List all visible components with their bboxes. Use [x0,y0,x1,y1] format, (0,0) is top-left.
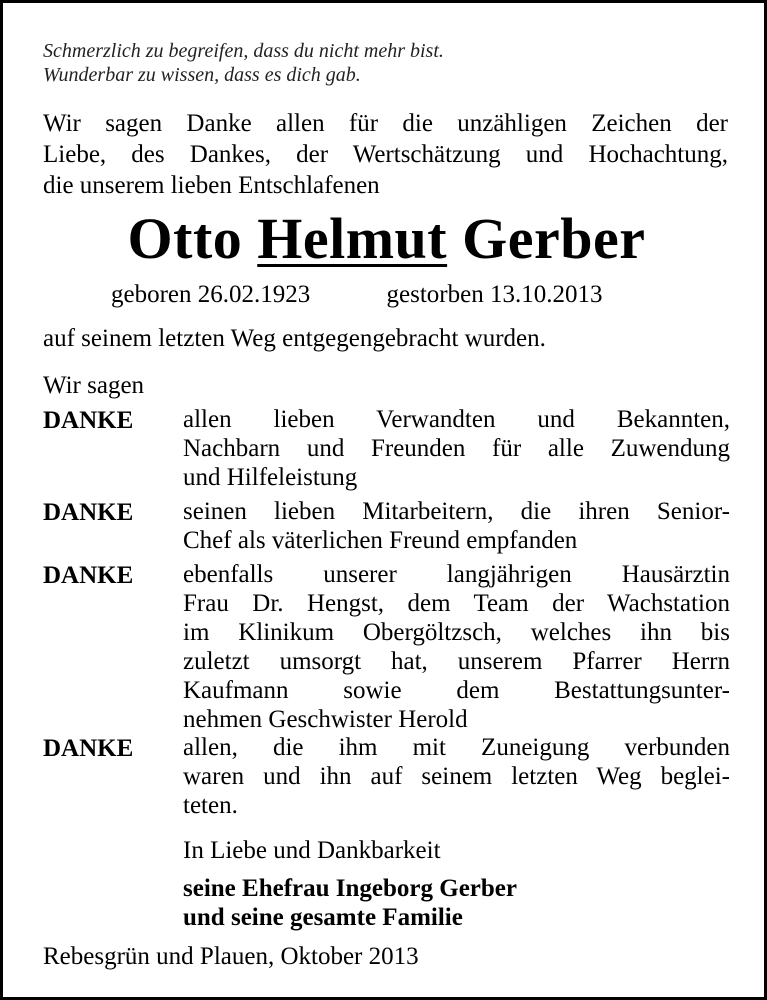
danke-text [183,497,730,555]
middle-name: Helmut [257,206,448,271]
place-date: Rebesgrün und Plauen, Oktober 2013 [43,943,419,970]
intro-line: Liebe, des Dankes, der Wertschätzung und Hochachtung, [43,141,728,168]
intro-line: Wir sagen Danke allen für die unzähligen Zeichen der [43,110,728,137]
last-name: Gerber [462,206,646,271]
danke-line: allen, die ihm mit Zuneigung verbunden [183,734,730,761]
danke-label: DANKE [43,499,134,526]
birth-date: geboren 26.02.1923 [111,281,311,308]
danke-line: nehmen Geschwister Herold [183,706,468,733]
danke-line: seinen lieben Mitarbeitern, die ihren Senior- [183,498,730,525]
danke-line: allen lieben Verwandten und Bekannten, [183,406,730,433]
danke-line: waren und ihn auf seinem letzten Weg beglei- [183,763,730,790]
closing-phrase: In Liebe und Dankbarkeit [183,837,441,864]
motto [43,39,444,87]
danke-line: ebenfalls unserer langjährigen Hausärztin [183,561,730,588]
danke-line: Chef als väterlichen Freund empfanden [183,527,578,554]
first-name: Otto [127,206,243,271]
death-date: gestorben 13.10.2013 [386,281,603,308]
danke-label: DANKE [43,562,134,589]
danke-label: DANKE [43,407,134,434]
danke-line: Kaufmann sowie dem Bestattungsunter- [183,677,730,704]
deceased-name [3,206,767,272]
motto-line: Wunderbar zu wissen, dass es dich gab. [43,64,361,86]
signature-line: und seine gesamte Familie [183,904,463,931]
danke-line: zuletzt umsorgt hat, unserem Pfarrer Herrn [183,648,730,675]
danke-line: teten. [183,792,238,819]
danke-text [183,405,730,492]
danke-line: und Hilfeleistung [183,464,358,491]
wir-sagen-text: Wir sagen [43,372,145,399]
danke-line: im Klinikum Obergöltzsch, welches ihn bis [183,619,730,646]
danke-line: Frau Dr. Hengst, dem Team der Wachstation [183,590,730,617]
danke-text [183,560,730,734]
intro-line: die unserem lieben Entschlafenen [43,172,380,199]
after-text: auf seinem letzten Weg entgegengebracht wurden. [43,325,546,352]
motto-line: Schmerzlich zu begreifen, dass du nicht mehr bist. [43,40,444,62]
danke-text [183,733,730,820]
danke-line: Nachbarn und Freunden für alle Zuwendung [183,435,730,462]
life-dates [111,279,602,310]
danke-label: DANKE [43,735,134,762]
signature-line: seine Ehefrau Ingeborg Gerber [183,875,517,902]
signature [183,874,517,932]
intro-paragraph [43,108,728,201]
